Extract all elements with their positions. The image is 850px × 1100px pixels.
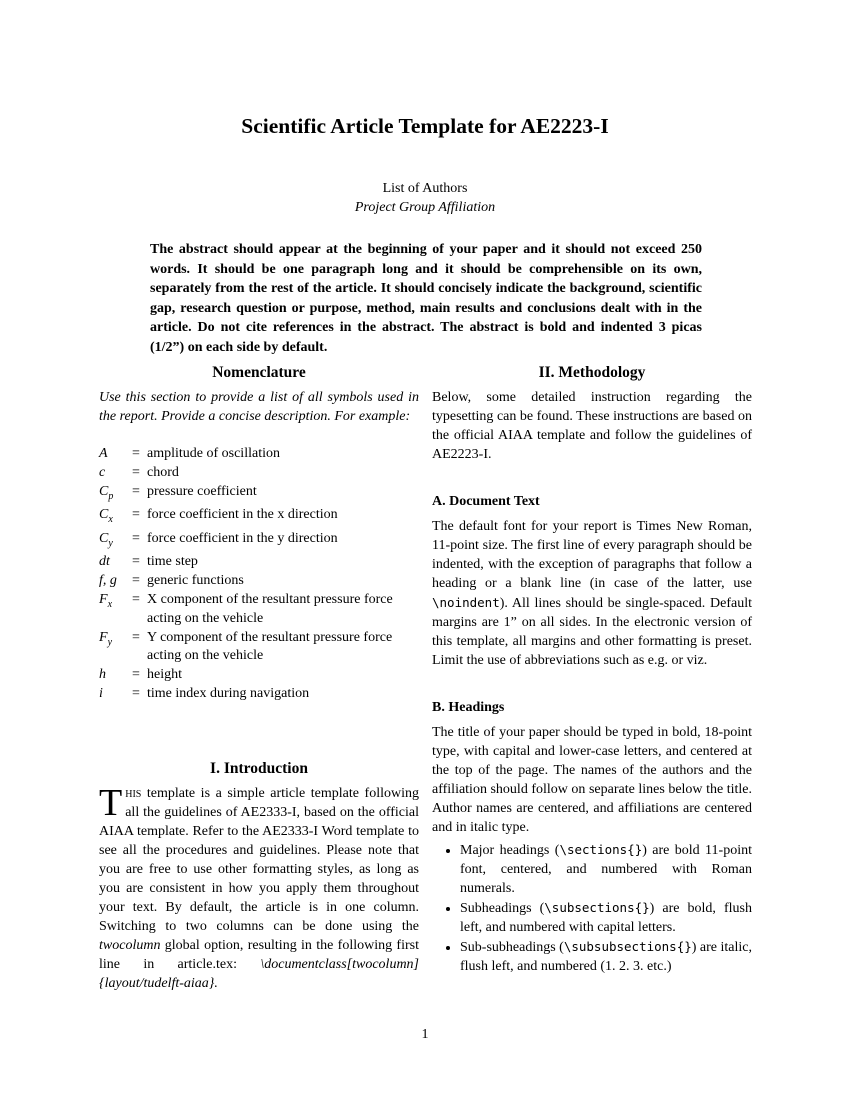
nomenclature-symbol: c — [99, 464, 106, 480]
doctext-part-1: The default font for your report is Times New Roman, 11-point size. The first line of every paragraph should be indented, with the exception of paragraphs that follow a heading or a blank line (in case of the latter, use — [432, 519, 752, 591]
nomenclature-equals: = — [132, 554, 140, 570]
bullet-text-post: ) are bold, flush left, and numbered with capital letters. — [460, 901, 752, 935]
author-list: List of Authors — [382, 181, 468, 196]
nomenclature-equals: = — [132, 507, 140, 523]
nomenclature-description: force coefficient in the y direction — [147, 530, 338, 546]
bullet-text-pre: Subheadings ( — [460, 901, 545, 916]
nomenclature-description: pressure coefficient — [147, 483, 257, 499]
intro-smallcaps: his — [125, 785, 142, 801]
doctext-code: \noindent — [432, 595, 500, 610]
nomenclature-equals: = — [132, 446, 140, 461]
headings-bullet-list — [432, 840, 752, 976]
nomenclature-item — [99, 572, 419, 591]
nomenclature-equals: = — [132, 464, 140, 480]
nomenclature-description: generic functions — [147, 573, 244, 589]
abstract: The abstract should appear at the beginning of your paper and it should not exceed 250 words. It should be one paragraph long and it should be comprehensible on its own, separately from the rest of the article. It should concisely indicate the background, scientific gap, research question or purpose, method, main results and conclusions dealt with in the article. Do not cite references in the abstract. The abstract is bold and indented 3 picas (1/2”) on each side by default. — [150, 242, 702, 355]
nomenclature-description: chord — [147, 464, 179, 480]
headings-intro: The title of your paper should be typed in bold, 18-point type, with capital and lower-case letters, and centered at the top of the page. The names of the authors and the affiliation should follow on separate lines below the title. Author names are centered, and affiliations are centered and in italic type. — [432, 725, 752, 835]
nomenclature-item — [99, 464, 419, 483]
nomenclature-description: Y component of the resultant pressure force acting on the vehicle — [147, 629, 393, 664]
introduction-heading: I. Introduction — [210, 759, 308, 777]
paper-title: Scientific Article Template for AE2223-I — [241, 114, 609, 138]
nomenclature-item — [99, 629, 419, 667]
author-block — [0, 179, 850, 217]
nomenclature-description: X component of the resultant pressure force acting on the vehicle — [147, 591, 393, 626]
nomenclature-item — [99, 666, 419, 685]
nomenclature-symbol: $C_y$ — [99, 530, 113, 549]
methodology-heading: II. Methodology — [538, 364, 646, 381]
nomenclature-symbol: $C_p$ — [99, 483, 114, 502]
headings-bullet — [460, 937, 752, 976]
intro-text-2: global option, resulting in the following first line in article.tex: — [99, 937, 419, 972]
nomenclature-description: amplitude of oscillation — [147, 446, 280, 461]
nomenclature-item — [99, 530, 419, 554]
left-column — [99, 362, 419, 993]
document-text-heading: A. Document Text — [432, 494, 540, 509]
nomenclature-symbol: i — [99, 685, 103, 701]
doctext-part-2: ). All lines should be single-spaced. Default margins are 1” on all sides. In the electronic version of this template, all margins and other formatting is preset. Limit the use of abbreviations such as e.g. or viz. — [432, 596, 752, 668]
nomenclature-description: time index during navigation — [147, 685, 310, 701]
affiliation: Project Group Affiliation — [354, 200, 496, 215]
document-text-paragraph — [432, 517, 752, 670]
nomenclature-equals: = — [132, 667, 140, 683]
nomenclature-symbol: $C_x$ — [99, 507, 113, 525]
nomenclature-description: time step — [147, 554, 198, 570]
nomenclature-item — [99, 591, 419, 629]
nomenclature-description: height — [147, 667, 182, 683]
nomenclature-equals: = — [132, 573, 140, 589]
bullet-text-post: ) are bold 11-point font, centered, and numbered with Roman numerals. — [460, 843, 752, 896]
page-number: 1 — [421, 1027, 429, 1042]
nomenclature-equals: = — [132, 685, 140, 701]
nomenclature-equals: = — [132, 483, 140, 499]
intro-code: \documentclass[twocolumn]{layout/tudelft-aiaa}. — [99, 956, 419, 991]
nomenclature-item — [99, 445, 419, 464]
headings-bullet — [460, 898, 752, 937]
bullet-text-pre: Major headings ( — [460, 843, 560, 858]
bullet-code: \sections{} — [559, 842, 643, 857]
introduction-paragraph — [99, 781, 419, 993]
intro-twocolumn: twocolumn — [99, 937, 161, 953]
bullet-code: \subsubsections{} — [563, 939, 692, 954]
nomenclature-symbol: dt — [99, 554, 110, 570]
nomenclature-equals: = — [132, 591, 140, 607]
nomenclature-item — [99, 483, 419, 507]
bullet-code: \subsections{} — [544, 900, 650, 915]
nomenclature-symbol: $F_y$ — [99, 629, 113, 648]
intro-text-1: template is a simple article template following all the guidelines of AE2333-I, based on the official AIAA template. Refer to the AE2333-I Word template to see all the procedures and guidelines. Please note that you are free to use other formatting styles, as long as you are consistent in how you apply them throughout your text. By default, the article is in one column. Switching to two columns can be done using the — [99, 785, 419, 934]
nomenclature-symbol: h — [99, 667, 106, 683]
nomenclature-symbol: A — [99, 446, 108, 461]
drop-cap: T — [99, 781, 123, 824]
nomenclature-heading: Nomenclature — [212, 364, 306, 381]
nomenclature-item — [99, 553, 419, 572]
nomenclature-equals: = — [132, 530, 140, 546]
nomenclature-intro: Use this section to provide a list of all symbols used in the report. Provide a concise description. For example: — [99, 390, 419, 424]
nomenclature-list — [99, 445, 419, 704]
nomenclature-symbol: f, g — [99, 573, 117, 589]
methodology-intro: Below, some detailed instruction regarding the typesetting can be found. These instructions are based on the official AIAA template and follow the guidelines of AE2223-I. — [432, 390, 752, 462]
right-column — [432, 362, 752, 976]
bullet-text-pre: Sub-subheadings ( — [460, 940, 564, 955]
nomenclature-item — [99, 506, 419, 530]
nomenclature-description: force coefficient in the x direction — [147, 507, 338, 523]
headings-bullet — [460, 840, 752, 898]
headings-heading: B. Headings — [432, 700, 505, 715]
bullet-text-post: ) are italic, flush left, and numbered (1. 2. 3. etc.) — [460, 940, 753, 974]
nomenclature-equals: = — [132, 629, 140, 645]
nomenclature-symbol: $F_x$ — [99, 591, 113, 610]
nomenclature-item — [99, 685, 419, 704]
